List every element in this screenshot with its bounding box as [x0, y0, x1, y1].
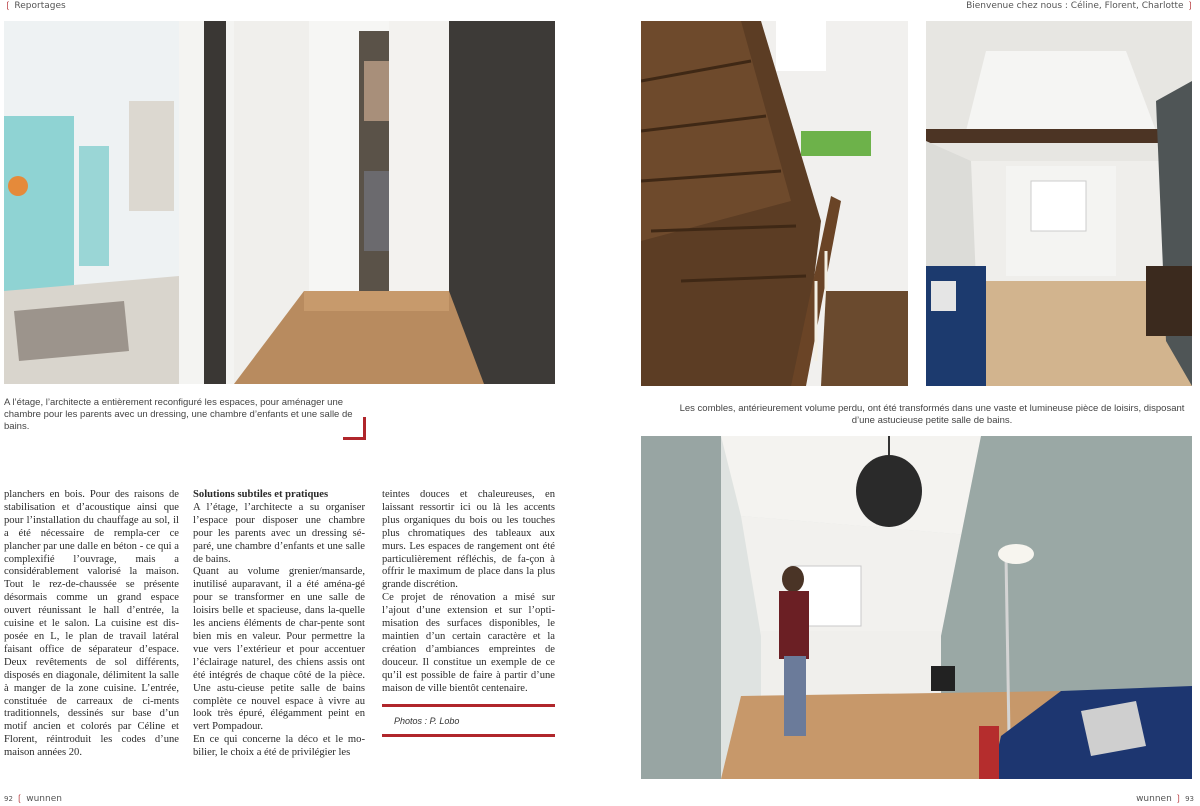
chapter-marker: ❳ [1186, 1, 1194, 11]
footer-right [1136, 794, 1194, 804]
right-caption: Les combles, antérieurement volume perdu, ont été transformés dans une vaste et lumineuse pièce de loisirs, disposant d’une astucieuse petite salle de bains. [679, 403, 1185, 426]
page-number: 93 [1185, 795, 1194, 803]
article-column-2 [193, 489, 365, 760]
article-column-1 [4, 489, 179, 760]
paragraph: Ce projet de rénovation a misé sur l’ajout d’une extension et sur l’opti-misation des surfaces disponibles, le maintien d’un certain caractère et la création d’ambiances empreintes de douceur. Il constitue un exemple de ce qu’il est possible de faire à partir d’une maison de ville bientôt centenaire. [382, 592, 555, 694]
hallway-photo-illustration [4, 21, 555, 384]
paragraph: Quant au volume grenier/mansarde, inutilisé auparavant, il a été aména-gé pour se transformer en une salle de loisirs belle et spacieuse, dans la-quelle les anciens éléments de char-pente sont bien mis en valeur. Pour permettre la vue vers l’extérieur et pour accentuer l’éclairage naturel, des chiens assis ont été intégrés de chaque côté de la pièce. Une astu-cieuse petite salle de bains complète ce nouvel espace à vivre au look très épuré, élégamment peint en vert Pompadour. [193, 566, 365, 733]
paragraph: A l’étage, l’architecte a su organiser l’espace pour disposer une chambre pour les parents avec un dressing sé-paré, une chambre d’enfants et une salle de bains. [193, 501, 365, 565]
page-number: 92 [4, 795, 13, 803]
magazine-brand: wunnen [1136, 794, 1172, 804]
left-caption: A l’étage, l’architecte a entièrement reconfiguré les espaces, pour aménager une chambre pour les parents avec un dressing, une chambre d’enfants et une salle de bains. [4, 397, 353, 432]
chapter-marker: ❲ [4, 1, 12, 11]
photo-credits: Photos : P. Lobo [394, 716, 460, 726]
credits-top-rule [382, 704, 555, 707]
caption-corner-mark [343, 417, 366, 440]
woman-room-photo-illustration [641, 436, 1192, 779]
hallway-photo [4, 21, 555, 384]
paragraph: planchers en bois. Pour des raisons de stabilisation et d’acoustique ainsi que pour l’installation du chauffage au sol, il a été nécessaire de rempla-cer ce plancher par une dalle en béton - ce qui a complexifié l’ouvrage, mais a considérablement valorisé la maison. Tout le rez-de-chaussée se présente désormais comme un grand espace ouvert réunissant le hall d’entrée, la cuisine et le salon. La cuisine est dis-posée en L, le plan de travail latéral faisant office de séparateur d’espace. Deux revêtements de sol différents, disposés en diagonale, délimitent la salle à manger de la zone cuisine. L’entrée, constituée de carreaux de ci-ments traditionnels, dessinés sur base d’un motif ancien et colorés par Céline et Florent, réintroduit les codes d’une maison années 20. [4, 489, 179, 759]
magazine-brand: wunnen [26, 794, 62, 804]
staircase-photo-illustration [641, 21, 908, 386]
subheading: Solutions subtiles et pratiques [193, 489, 329, 500]
section-title: Reportages [14, 1, 66, 11]
article-title: Bienvenue chez nous : Céline, Florent, Charlotte [966, 1, 1184, 11]
article-column-3 [382, 489, 555, 696]
header-left [4, 1, 66, 11]
attic-photo [926, 21, 1192, 386]
header-right [966, 1, 1194, 11]
footer-left [4, 794, 62, 804]
woman-room-photo [641, 436, 1192, 779]
paragraph: En ce qui concerne la déco et le mo-bilier, le choix a été de privilégier les [193, 734, 365, 759]
credits-bottom-rule [382, 734, 555, 737]
staircase-photo [641, 21, 908, 386]
chapter-marker: ❲ [15, 794, 24, 804]
attic-photo-illustration [926, 21, 1192, 386]
paragraph: teintes douces et chaleureuses, en laissant ressortir ici ou là les accents plus organiques du bois ou les touches plus chromatiques des tableaux aux murs. Les espaces de rangement ont été particulièrement réfléchis, de fa-çon à offrir le maximum de place dans la plus grande discrétion. [382, 489, 555, 591]
chapter-marker: ❳ [1174, 794, 1183, 804]
